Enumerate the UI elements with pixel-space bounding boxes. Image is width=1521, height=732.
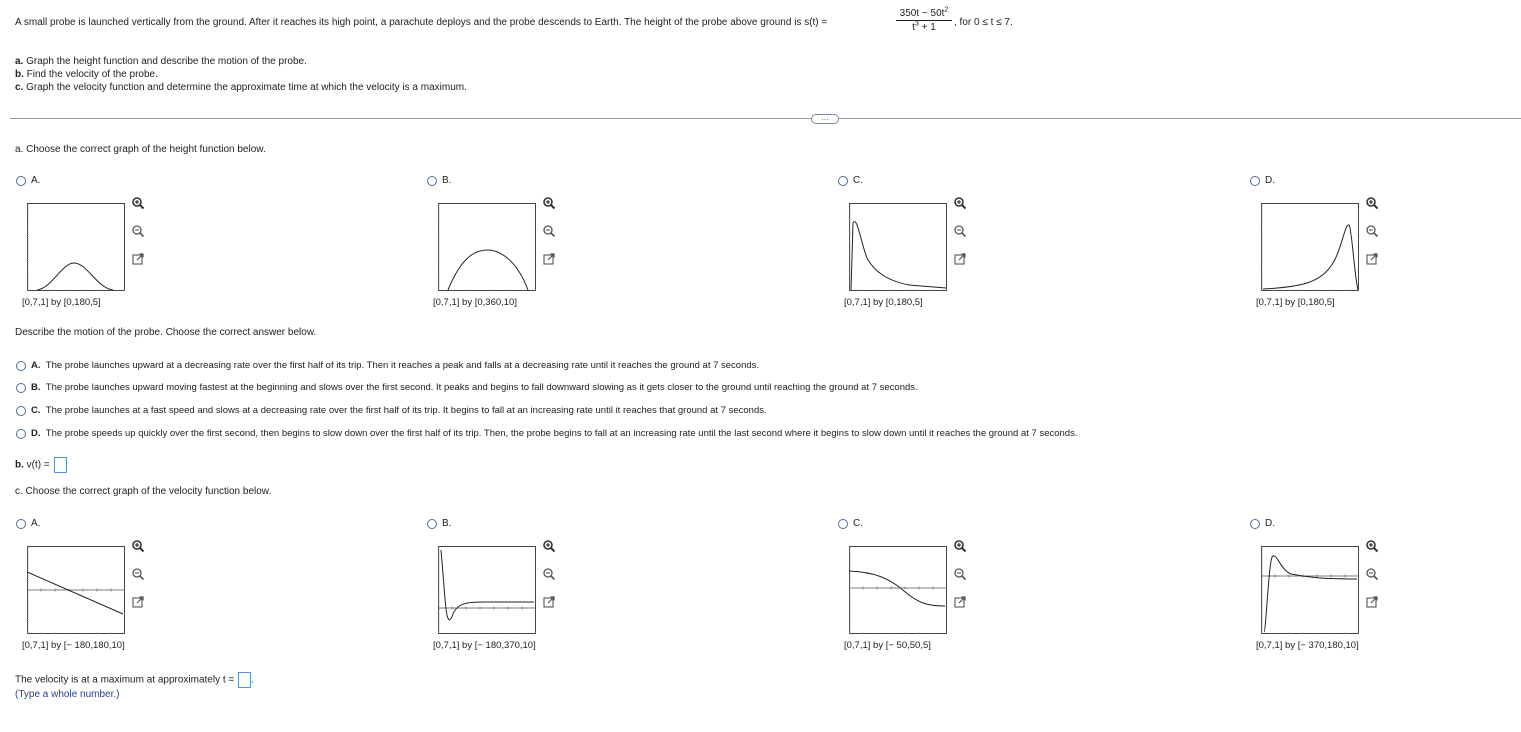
option-letter: A. (31, 360, 41, 371)
graph-plot (1261, 203, 1359, 291)
graph-plot (438, 203, 536, 291)
option-letter: B. (442, 518, 452, 529)
denominator-exponent: 3 (914, 20, 919, 28)
motion-prompt: Describe the motion of the probe. Choose the correct answer below. (15, 327, 317, 338)
graph-plot (849, 546, 947, 634)
height-graph-option-a[interactable] (16, 176, 396, 311)
radio-button[interactable] (16, 429, 26, 439)
zoom-out-icon[interactable] (1365, 224, 1379, 238)
graph-plot (849, 203, 947, 291)
open-new-window-icon[interactable] (953, 252, 967, 266)
radio-button[interactable] (16, 383, 26, 393)
graph-thumbnail[interactable] (1261, 203, 1359, 291)
graph-window-caption: [0,7,1] by [− 180,370,10] (433, 640, 536, 651)
graph-window-caption: [0,7,1] by [− 370,180,10] (1256, 640, 1359, 651)
velocity-answer-row (15, 457, 67, 473)
zoom-out-icon[interactable] (131, 224, 145, 238)
graph-thumbnail[interactable] (1261, 546, 1359, 634)
radio-button[interactable] (16, 406, 26, 416)
motion-option-text (31, 360, 759, 371)
zoom-out-icon[interactable] (953, 224, 967, 238)
zoom-in-icon[interactable] (953, 539, 967, 553)
graph-window-caption: [0,7,1] by [0,180,5] (22, 297, 101, 308)
radio-button[interactable] (1250, 176, 1260, 186)
open-new-window-icon[interactable] (953, 595, 967, 609)
open-new-window-icon[interactable] (542, 595, 556, 609)
option-letter: B. (442, 175, 452, 186)
open-new-window-icon[interactable] (131, 595, 145, 609)
expand-more-button[interactable]: … (811, 114, 839, 124)
radio-button[interactable] (838, 519, 848, 529)
height-fraction (896, 8, 952, 33)
radio-button[interactable] (16, 176, 26, 186)
option-description: The probe launches at a fast speed and slows at a decreasing rate over the first half of its trip. It begins to fall at an increasing rate until it reaches that ground at 7 seconds. (45, 405, 767, 416)
max-time-input[interactable] (238, 672, 251, 688)
velocity-graph-option-c[interactable] (838, 519, 1218, 654)
velocity-label: v(t) = (23, 459, 50, 471)
max-velocity-row (15, 672, 254, 688)
zoom-in-icon[interactable] (131, 539, 145, 553)
option-description: The probe launches upward at a decreasing rate over the first half of its trip. Then it reaches a peak and falls at a decreasing rate until it reaches the ground at 7 seconds. (45, 360, 760, 371)
graph-window-caption: [0,7,1] by [0,180,5] (1256, 297, 1335, 308)
part-letter: c. (15, 82, 24, 93)
motion-option-text (31, 428, 1077, 439)
part-text: Graph the velocity function and determine the approximate time at which the velocity is a maximum. (23, 82, 467, 93)
option-letter: D. (31, 428, 41, 439)
graph-plot (27, 546, 125, 634)
radio-button[interactable] (16, 361, 26, 371)
denominator-rest: + 1 (918, 22, 936, 33)
zoom-in-icon[interactable] (542, 539, 556, 553)
zoom-in-icon[interactable] (953, 196, 967, 210)
part-b-instruction (15, 69, 158, 80)
graph-thumbnail[interactable] (27, 546, 125, 634)
motion-option-text (31, 405, 767, 416)
option-letter: A. (31, 175, 41, 186)
velocity-graph-option-d[interactable] (1250, 519, 1521, 654)
height-graph-option-b[interactable] (427, 176, 807, 311)
zoom-out-icon[interactable] (542, 567, 556, 581)
max-velocity-suffix: . (251, 674, 254, 686)
graph-thumbnail[interactable] (849, 203, 947, 291)
graph-plot (438, 546, 536, 634)
option-letter: C. (853, 175, 863, 186)
radio-button[interactable] (1250, 519, 1260, 529)
option-letter: D. (1265, 518, 1275, 529)
zoom-out-icon[interactable] (542, 224, 556, 238)
zoom-in-icon[interactable] (131, 196, 145, 210)
velocity-graph-option-b[interactable] (427, 519, 807, 654)
denominator-base: t (912, 22, 915, 33)
numerator-text: 350t − 50t (899, 8, 945, 19)
open-new-window-icon[interactable] (1365, 595, 1379, 609)
open-new-window-icon[interactable] (1365, 252, 1379, 266)
graph-window-caption: [0,7,1] by [− 180,180,10] (22, 640, 125, 651)
fraction-numerator (896, 8, 952, 21)
section-divider (10, 118, 1521, 119)
part-letter: b. (15, 69, 24, 80)
option-letter: B. (31, 382, 41, 393)
open-new-window-icon[interactable] (131, 252, 145, 266)
radio-button[interactable] (427, 519, 437, 529)
fraction-denominator (896, 21, 952, 33)
option-description: The probe launches upward moving fastest at the beginning and slows over the first second. It peaks and begins to fall downward slowing as it gets closer to the ground until reaching the ground at 7 seconds. (45, 382, 918, 393)
height-graph-option-c[interactable] (838, 176, 1218, 311)
height-graph-option-d[interactable] (1250, 176, 1521, 311)
graph-window-caption: [0,7,1] by [0,180,5] (844, 297, 923, 308)
graph-window-caption: [0,7,1] by [0,360,10] (433, 297, 517, 308)
radio-button[interactable] (16, 519, 26, 529)
max-velocity-text: The velocity is at a maximum at approximately t = (15, 674, 235, 686)
part-a-instruction (15, 56, 307, 67)
problem-domain: , for 0 ≤ t ≤ 7. (954, 17, 1013, 28)
problem-intro-text: A small probe is launched vertically from the ground. After it reaches its high point, a parachute deploys and the probe descends to Earth. The height of the probe above ground is s(t) = (15, 17, 828, 28)
part-text: Find the velocity of the probe. (23, 69, 158, 80)
graph-window-caption: [0,7,1] by [− 50,50,5] (844, 640, 931, 651)
zoom-out-icon[interactable] (953, 567, 967, 581)
open-new-window-icon[interactable] (542, 252, 556, 266)
zoom-in-icon[interactable] (1365, 539, 1379, 553)
graph-plot (1261, 546, 1359, 634)
radio-button[interactable] (838, 176, 848, 186)
graph-thumbnail[interactable] (27, 203, 125, 291)
part-a-prompt: a. Choose the correct graph of the height function below. (15, 144, 266, 155)
radio-button[interactable] (427, 176, 437, 186)
zoom-out-icon[interactable] (131, 567, 145, 581)
option-letter: C. (853, 518, 863, 529)
graph-thumbnail[interactable] (849, 546, 947, 634)
answer-hint: (Type a whole number.) (15, 689, 120, 700)
part-c-instruction (15, 82, 467, 93)
option-letter: D. (1265, 175, 1275, 186)
problem-intro (15, 17, 827, 28)
part-c-prompt: c. Choose the correct graph of the velocity function below. (15, 486, 272, 497)
option-description: The probe speeds up quickly over the first second, then begins to slow down over the first half of its trip. Then, the probe begins to fall at an increasing rate until the last second where it begins to slow down until it reaches the ground at 7 seconds. (45, 428, 1078, 439)
graph-plot (27, 203, 125, 291)
zoom-in-icon[interactable] (1365, 196, 1379, 210)
part-letter: a. (15, 56, 24, 67)
graph-thumbnail[interactable] (438, 546, 536, 634)
motion-option-text (31, 382, 918, 393)
zoom-in-icon[interactable] (542, 196, 556, 210)
option-letter: C. (31, 405, 41, 416)
part-text: Graph the height function and describe the motion of the probe. (23, 56, 307, 67)
velocity-graph-option-a[interactable] (16, 519, 396, 654)
zoom-out-icon[interactable] (1365, 567, 1379, 581)
numerator-exponent: 2 (944, 6, 949, 14)
option-letter: A. (31, 518, 41, 529)
graph-thumbnail[interactable] (438, 203, 536, 291)
part-b-label: b. (15, 459, 24, 471)
velocity-answer-input[interactable] (54, 457, 67, 473)
